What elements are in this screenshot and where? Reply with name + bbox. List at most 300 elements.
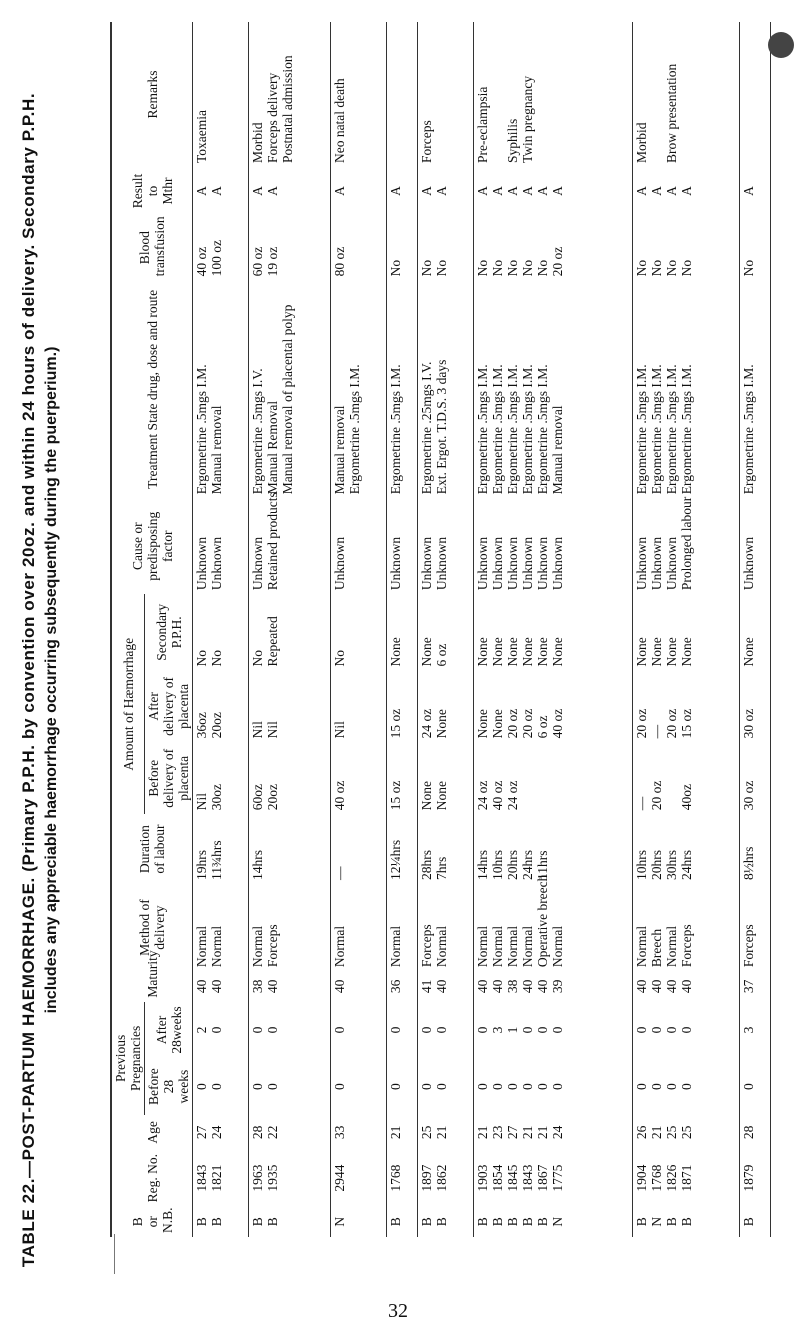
cell-value: N [648,1216,664,1227]
cell-value: B [741,1217,757,1227]
cell-value: Ergometrine .5mgs I.M. [520,364,536,495]
cell-value: 0 [678,1083,694,1091]
cell-value: A [332,186,348,196]
cell-secondary [387,594,418,670]
cell-value: 20oz [209,712,224,739]
cell-value: None [633,637,649,667]
table-row [740,22,771,1237]
cell-value: None [648,637,664,667]
cell-value: Nil [194,792,209,811]
cell-mat [632,971,739,1002]
cell-value: 7hrs [434,856,450,880]
cell-treatment [387,280,418,498]
cell-value: No [633,259,649,277]
cell-remarks [632,22,739,167]
cell-value: Ergometrine .5mgs I.V. [250,368,266,495]
cell-value: 0 [505,1083,521,1091]
cell-value: 80 oz [332,246,348,277]
cell-value: 37 [741,979,757,994]
cell-age [193,1115,249,1150]
cell-value: 20hrs [648,849,664,880]
cell-value: 11¾hrs [209,840,224,880]
cell-value: Normal [332,925,348,968]
cell-value: None [678,637,694,667]
cell-value: Manual removal [332,405,348,495]
table-header [112,22,193,1237]
cell-secondary [249,594,331,670]
cell-value: Forceps [678,924,694,968]
cell-mat [249,971,331,1002]
cell-value: Ergometrine .5mgs I.M. [194,364,209,495]
cell-after-del [474,670,633,742]
cell-value: 19 oz [265,246,281,277]
cell-value: Normal [250,925,266,968]
cell-value: Normal [550,925,566,968]
cell-value: Breech [648,928,664,968]
cell-value: 0 [332,1026,348,1034]
cell-value: 0 [550,1083,566,1091]
cell-value: 40 [490,979,506,994]
cell-after-del [418,670,474,742]
cell-value: 0 [475,1083,491,1091]
header-previous-pregnancies: Previous Pregnancies [112,1002,145,1115]
cell-method [632,884,739,971]
cell-value: 0 [434,1083,450,1091]
cell-dur [331,814,387,884]
cell-value [679,26,694,163]
cell-after-del [387,670,418,742]
cell-value: A [741,186,757,196]
cell-value: A [648,186,664,196]
cell-method [418,884,474,971]
cell-value: B [505,1217,521,1227]
cell-age [331,1115,387,1150]
cell-method [387,884,418,971]
cell-b [249,1207,331,1238]
table-caption [10,92,70,1268]
cell-value: Unknown [520,536,536,591]
cell-value: 0 [419,1026,435,1034]
cell-value: Forceps delivery [265,72,281,164]
cell-bef [331,1058,387,1115]
cell-bef [418,1058,474,1115]
cell-value: None [475,637,491,667]
cell-value: Unknown [419,536,435,591]
cell-value: Morbid [633,122,649,164]
header-cause: Cause or predisposing factor [112,498,193,594]
cell-value: 1843 [520,1164,536,1192]
cell-value: 1768 [388,1164,404,1192]
cell-value: 8½hrs [741,846,757,880]
cell-value: A [535,186,551,196]
cell-value: 0 [663,1083,679,1091]
cell-value: 27 [505,1125,521,1140]
cell-value: 41 [419,979,435,994]
cell-value: 24hrs [678,849,694,880]
cell-value: 1843 [194,1164,209,1192]
table-row [387,22,418,1237]
cell-value: Ergometrine .5mgs I.M. [505,364,521,495]
cell-value: 40 [209,979,224,994]
cell-reg [632,1150,739,1207]
cell-value: 40 oz [490,780,506,811]
cell-value: 1845 [505,1164,521,1192]
cell-value: 1775 [550,1164,566,1192]
cell-value: Ergometrine .5mgs I.M. [388,364,404,495]
cell-value: 25 [678,1125,694,1140]
cell-value: 40oz [678,784,694,811]
cell-value: Unknown [209,536,224,591]
cell-aft [193,1002,249,1059]
cell-dur [418,814,474,884]
haemorrhage-table [111,22,771,1237]
cell-value: 0 [550,1026,566,1034]
cell-value: Forceps [419,120,435,164]
cell-value: Nil [250,721,266,739]
cell-value: 22 [265,1125,281,1140]
cell-before-del [632,742,739,814]
cell-b [740,1207,771,1238]
cell-value: 3 [490,1026,506,1034]
cell-value: Brow presentation [663,63,679,164]
cell-value: 0 [388,1083,404,1091]
cell-value: No [194,649,209,667]
cell-blood [474,215,633,280]
header-treatment: Treatment State drug, dose and route [112,280,193,498]
cell-value: 21 [434,1125,450,1140]
cell-value: 28 [250,1125,266,1140]
cell-value: B [209,1217,224,1227]
cell-value: 20 oz [520,708,536,739]
cell-value: Normal [388,925,404,968]
cell-value: Manual removal of placental polyp [280,304,296,495]
cell-value: 40 [633,979,649,994]
cell-remarks [474,22,633,167]
cell-value: Syphilis [505,118,521,164]
cell-value: 10hrs [490,849,506,880]
cell-value: 0 [250,1026,266,1034]
cell-value: Normal [490,925,506,968]
cell-value: 10hrs [633,849,649,880]
cell-dur [740,814,771,884]
cell-value [520,746,535,810]
cell-value: Unknown [633,536,649,591]
cell-value: 40 oz [550,708,566,739]
cell-value: None [505,637,521,667]
cell-value: Ergometrine .5mgs I.M. [648,364,664,495]
cell-value: 23 [490,1125,506,1140]
cell-result [331,167,387,215]
cell-treatment [193,280,249,498]
cell-value: 1768 [648,1164,664,1192]
cell-value: 19hrs [194,849,209,880]
cell-value: 28 [741,1125,757,1140]
cell-value: 0 [265,1083,281,1091]
cell-value: Unknown [490,536,506,591]
cell-value: Unknown [388,536,404,591]
cell-cause [249,492,331,594]
cell-method [193,884,249,971]
cell-value: Nil [332,721,348,739]
cell-value: Unknown [550,536,566,591]
cell-value: 60oz [250,784,266,811]
cell-value [490,26,505,163]
cell-value: A [194,186,209,196]
cell-value: Unknown [505,536,521,591]
table-row [331,22,387,1237]
cell-value: 40 [434,979,450,994]
cell-value: Unknown [648,536,664,591]
cell-value: Ergometrine .25mgs I.V. [419,361,435,495]
cell-after-del [193,670,249,742]
cell-value: 24 [209,1125,224,1140]
cell-reg [418,1150,474,1207]
cell-mat [193,971,249,1002]
cell-blood [632,215,739,280]
cell-value: Unknown [250,536,266,591]
cell-value: A [388,186,404,196]
cell-value: 0 [194,1083,209,1091]
binder-hole-mark [768,32,794,58]
cell-value: Postnatal admission [280,55,296,164]
cell-value: A [265,186,281,196]
cell-value: No [663,259,679,277]
table-row [418,22,474,1237]
cell-remarks [387,22,418,167]
cell-value: 36oz [194,712,209,739]
cell-blood [387,215,418,280]
table-row [249,22,331,1237]
header-reg-no: Reg. No. [112,1150,193,1207]
cell-value: 30hrs [663,849,679,880]
cell-bef [740,1058,771,1115]
caption-line-2: includes any appreciable haemorrhage occurring subsequently during the puerperium.) [43,346,60,1014]
header-result: Result to Mthr [112,167,193,215]
cell-result [193,167,249,215]
cell-bef [193,1058,249,1115]
cell-value: 21 [535,1125,551,1140]
header-blood: Blood transfusion [112,215,193,280]
cell-before-del [249,742,331,814]
cell-value [535,746,550,810]
cell-value: N [550,1216,566,1227]
cell-value: Retained products [265,492,281,591]
cell-value: B [520,1217,536,1227]
cell-value: 0 [520,1026,536,1034]
cell-value: None [535,637,551,667]
cell-value: 0 [520,1083,536,1091]
cell-value: Forceps [741,924,757,968]
cell-age [632,1115,739,1150]
cell-value: 3 [741,1026,757,1034]
cell-value: 40 [332,979,348,994]
cell-secondary [632,594,739,670]
cell-value: 1879 [741,1164,757,1192]
cell-value: 1 [505,1026,521,1034]
cell-value: Normal [194,925,209,968]
cell-value: 6 oz [434,643,450,667]
cell-value: 20hrs [505,849,521,880]
cell-value: No [520,259,536,277]
cell-value: 1935 [265,1164,281,1192]
cell-value: A [250,186,266,196]
cell-value: Ergometrine .5mgs I.M. [535,364,551,495]
cell-value: 1963 [250,1164,266,1192]
cell-value [535,26,550,163]
cell-value: 0 [678,1026,694,1034]
cell-dur [193,814,249,884]
cell-aft [249,1002,331,1059]
cell-value: Unknown [475,536,491,591]
cell-method [474,874,633,971]
cell-value: Ergometrine .5mgs I.M. [678,364,694,495]
cell-before-del [474,742,633,814]
cell-value: No [505,259,521,277]
cell-value: 24 oz [505,780,521,811]
cell-value: None [419,781,435,811]
cell-cause [387,498,418,594]
cell-value: None [419,637,435,667]
cell-secondary [740,594,771,670]
cell-b [632,1207,739,1238]
cell-value: Nil [265,721,281,739]
cell-value: 60 oz [250,246,266,277]
cell-value: 0 [490,1083,506,1091]
cell-remarks [331,22,387,167]
cell-dur [474,814,633,884]
cell-value: 33 [332,1125,348,1140]
cell-cause [418,498,474,594]
header-secondary: Secondary P.P.H. [145,594,193,670]
cell-value: 0 [648,1083,664,1091]
cell-value: None [434,709,450,739]
cell-value [649,26,664,163]
cell-remarks [418,22,474,167]
cell-value: 40 [520,979,536,994]
cell-value: 40 [194,979,209,994]
cell-value: B [419,1217,435,1227]
cell-value: Ergometrine .5mgs I.M. [633,364,649,495]
cell-value: None [663,637,679,667]
cell-value: None [475,709,491,739]
cell-value: 24 [550,1125,566,1140]
cell-value: No [648,259,664,277]
header-after-delivery: After delivery of placenta [145,670,193,742]
cell-value: 21 [648,1125,664,1140]
cell-blood [193,215,249,280]
margin-rule [114,1234,145,1274]
cell-value: No [419,259,435,277]
cell-value: 40 [535,979,551,994]
cell-reg [249,1150,331,1207]
cell-value: Unknown [194,536,209,591]
cell-value: N [332,1216,348,1227]
page-number: 32 [388,1300,408,1322]
cell-result [418,167,474,215]
cell-value: No [678,259,694,277]
cell-secondary [193,594,249,670]
cell-age [474,1115,633,1150]
cell-value: Forceps [265,924,281,968]
table-body [193,22,771,1237]
cell-value: 24 oz [475,780,491,811]
header-method: Method of delivery [112,884,193,971]
cell-value [664,746,679,810]
cell-value: 0 [250,1083,266,1091]
cell-value: No [250,649,266,667]
cell-value: 24 oz [419,708,435,739]
cell-treatment [418,280,474,498]
cell-value: Ext. Ergot. T.D.S. 3 days [434,359,450,495]
cell-value: — [332,866,348,880]
cell-value: Manual removal [550,405,566,495]
cell-value: A [434,186,450,196]
cell-value: 21 [475,1125,491,1140]
cell-secondary [331,594,387,670]
cell-value: None [741,637,757,667]
cell-value: 40 [265,979,281,994]
header-before-delivery: Before delivery of placenta [145,742,193,814]
cell-value: Normal [434,925,450,968]
cell-value: 12¼hrs [388,839,404,880]
cell-mat [740,971,771,1002]
cell-reg [740,1150,771,1207]
cell-cause [193,498,249,594]
cell-value: A [633,186,649,196]
cell-value: 0 [434,1026,450,1034]
cell-value: 15 oz [678,708,694,739]
cell-value: No [490,259,506,277]
cell-value: 15 oz [388,708,404,739]
cell-value [265,818,280,880]
cell-secondary [418,594,474,670]
header-maturity: Maturity [112,971,193,1002]
cell-value: 1897 [419,1164,435,1192]
cell-value: 20 oz [505,708,521,739]
cell-after-del [331,670,387,742]
cell-result [632,167,739,215]
cell-value: 100 oz [209,239,224,277]
cell-value: No [388,259,404,277]
table-row [474,22,633,1237]
cell-b [474,1207,633,1238]
cell-reg [331,1150,387,1207]
header-amount: Amount of Hæmorrhage [112,594,145,814]
cell-value: 0 [475,1026,491,1034]
header-duration: Duration of labour [112,814,193,884]
cell-value: Unknown [535,536,551,591]
cell-value: A [520,186,536,196]
cell-value: Ergometrine .5mgs I.M. [741,364,757,495]
cell-mat [474,971,633,1002]
cell-value: B [633,1217,649,1227]
cell-value: Ergometrine .5mgs I.M. [663,364,679,495]
cell-value: None [490,709,506,739]
header-remarks: Remarks [112,22,193,167]
cell-treatment [331,280,387,498]
cell-value: None [490,637,506,667]
cell-value: Normal [663,925,679,968]
cell-value: 30oz [209,784,224,811]
cell-value: 1821 [209,1164,224,1192]
cell-value: Normal [520,925,536,968]
cell-value: 0 [209,1083,224,1091]
cell-value: A [419,186,435,196]
table-row [193,22,249,1237]
cell-value: 36 [388,979,404,994]
cell-blood [418,215,474,280]
cell-value: B [250,1217,266,1227]
